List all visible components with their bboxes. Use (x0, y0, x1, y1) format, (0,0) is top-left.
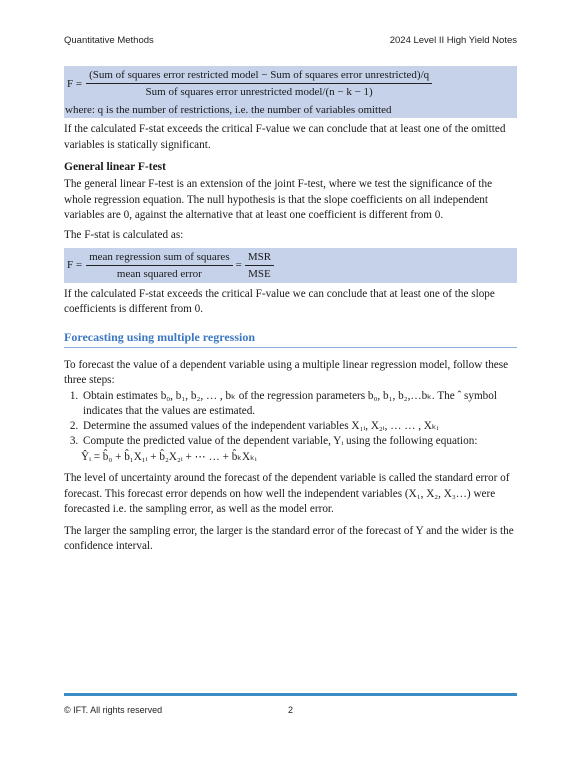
list-item (81, 389, 517, 419)
step-text: Compute the predicted value of the dependent variable, (83, 434, 334, 447)
formula2-fraction (86, 250, 233, 281)
formula-denominator: Sum of squares error unrestricted model/(n − k − 1) (145, 86, 373, 98)
step-text-tail: using the following equation: (343, 434, 478, 447)
page-footer (64, 705, 517, 715)
formula2-msr: MSR (245, 250, 274, 266)
step-predicted: Yᵢ (333, 434, 344, 447)
formula2-fraction-short (245, 250, 274, 281)
step-text: Determine the assumed values of the independent variables (83, 419, 352, 432)
heading-forecasting: Forecasting using multiple regression (64, 330, 517, 348)
header-right: 2024 Level II High Yield Notes (389, 35, 517, 46)
footer-copyright: © IFT. All rights reserved (64, 705, 163, 715)
formula-numerator: (Sum of squares error restricted model − Sum of squares error unrestricted)/q (86, 68, 432, 84)
formula-lhs: F = (67, 77, 83, 90)
paragraph-uncertainty: The level of uncertainty around the forecast of the dependent variable is called the standard error of forecast. This forecast error depends on how well the independent variables (X₁, X₂, X₃…) were forecasted i.e. the sampling error, as well as the model error. (64, 471, 510, 516)
formula-joint-f (64, 66, 517, 101)
paragraph-general-result: If the calculated F-stat exceeds the critical F-value we can conclude that at least one of the slope coefficients is different from 0. (64, 287, 495, 316)
paragraph-calc: The F-stat is calculated as: (64, 228, 184, 241)
step-estimates: b₀, b₁, b₂, … , bₖ (160, 389, 236, 402)
list-item (81, 434, 517, 449)
formula2-mse: MSE (248, 267, 271, 280)
step-variables: X₁ᵢ, X₂ᵢ, … … , Xₖᵢ (351, 419, 439, 432)
footer-rule (64, 693, 517, 696)
paragraph-forecast-intro: To forecast the value of a dependent variable using a multiple linear regression model, follow these three steps: (64, 358, 509, 387)
page-number: 2 (288, 705, 294, 715)
formula-general-f (64, 248, 517, 283)
formula2-equals: = (235, 259, 242, 272)
header-left: Quantitative Methods (64, 35, 154, 46)
list-item (81, 419, 517, 434)
prediction-equation: Ŷᵢ = b̂₀ + b̂₁X₁ᵢ + b̂₂X₂ᵢ + ⋯ … + b̂ₖXₖᵢ (81, 450, 257, 463)
page-header (64, 35, 517, 49)
formula-fraction (86, 68, 432, 99)
formula-where: where: q is the number of restrictions, i.e. the number of variables omitted (64, 101, 517, 118)
formula2-denominator: mean squared error (116, 267, 202, 280)
paragraph-ftest-result: If the calculated F-stat exceeds the critical F-value we can conclude that at least one of the omitted variables is statically significant. (64, 123, 506, 151)
step-text-tail: of the regression parameters b₀, b₁, b₂,…bₖ. The ˆ symbol indicates that the values are estimated. (83, 389, 497, 417)
formula2-numerator: mean regression sum of squares (86, 250, 233, 266)
forecast-steps (64, 389, 517, 449)
heading-general-f-test: General linear F-test (64, 161, 166, 174)
paragraph-general-f-test: The general linear F-test is an extension of the joint F-test, where we test the significance of the whole regression equation. The null hypothesis is that the slope coefficients on all independent variables are 0, against the alternative that at least one coefficient is different from 0. (64, 178, 493, 222)
formula2-lhs: F = (67, 259, 83, 272)
step-text: Obtain estimates (83, 389, 161, 402)
page-body (64, 66, 517, 555)
paragraph-larger-error: The larger the sampling error, the larger is the standard error of the forecast of Y and the wider is the confidence interval. (64, 524, 514, 553)
